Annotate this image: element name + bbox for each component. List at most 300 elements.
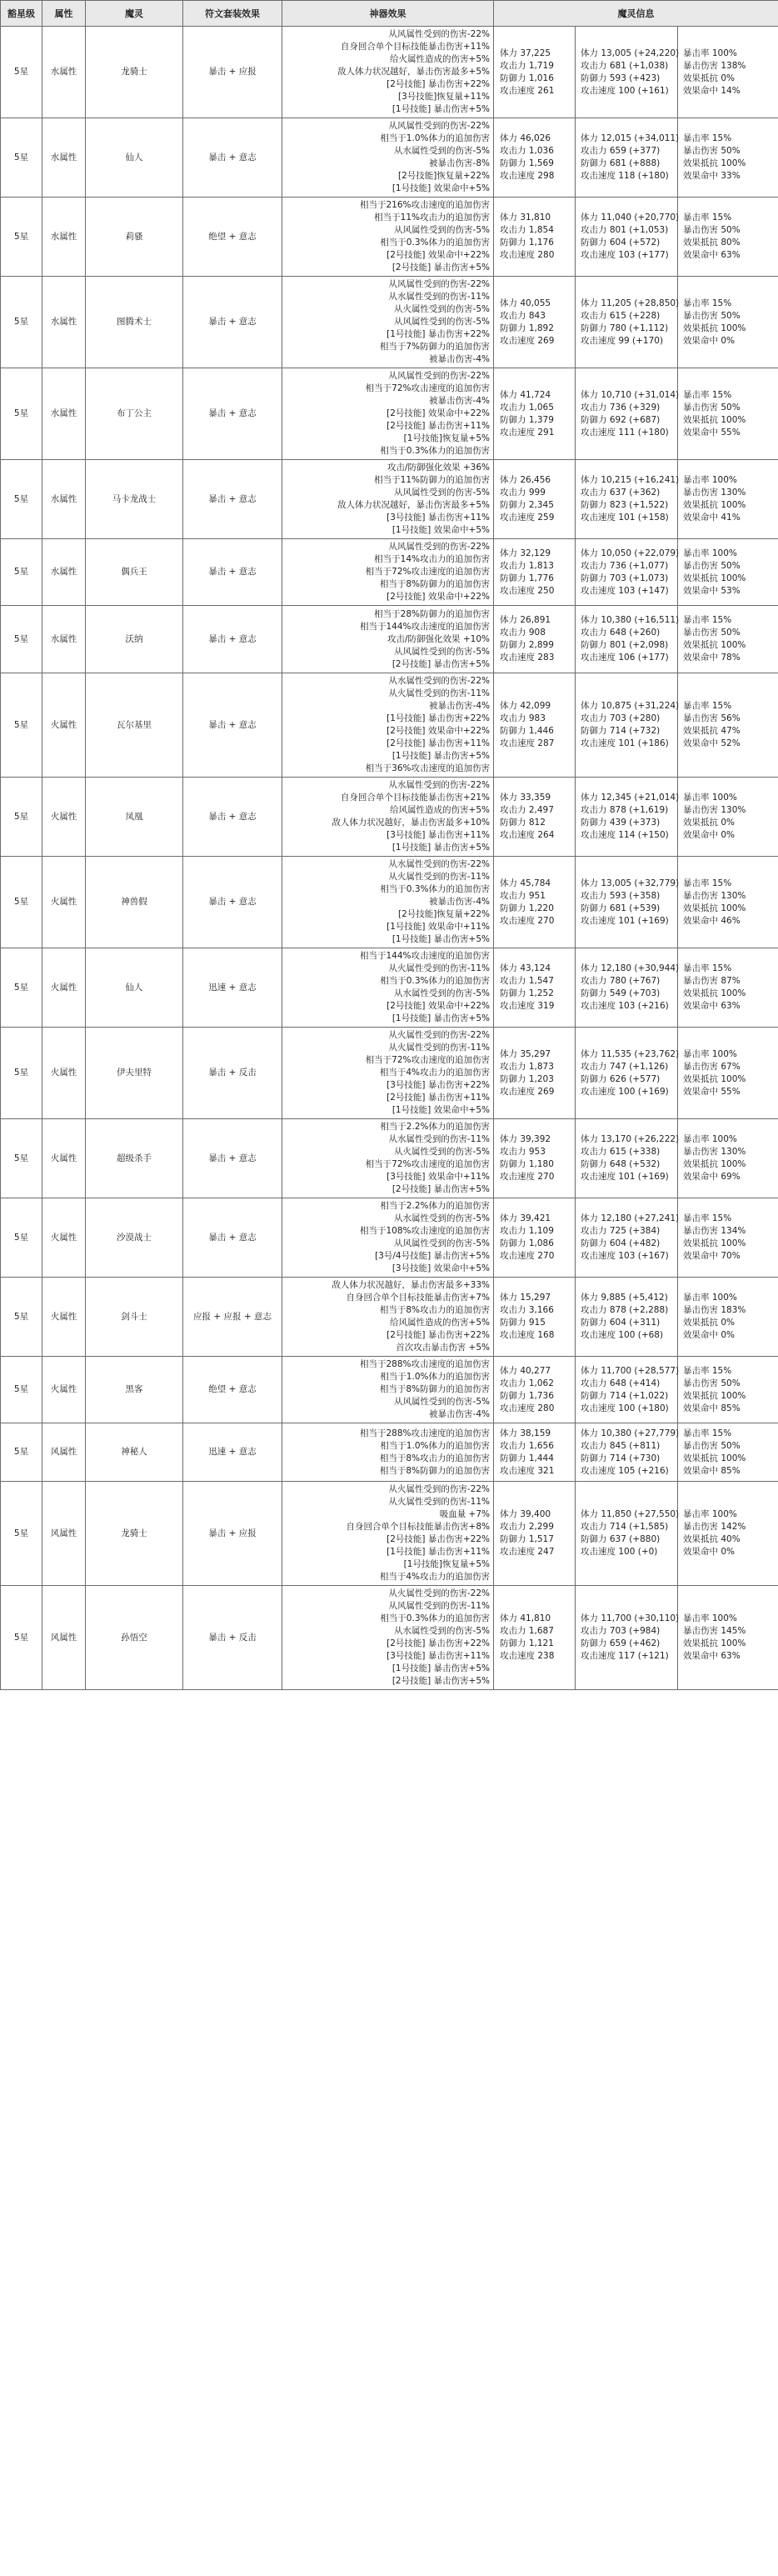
text-line: [2号技能] 暴击伤害+11% xyxy=(387,738,490,748)
text-line: 攻击速度 105 (+216) xyxy=(581,1465,669,1476)
text-line: [2号技能] 暴击伤害+11% xyxy=(387,1093,490,1103)
text-line: [1号技能] 暴击伤害+5% xyxy=(391,104,490,114)
text-line: 自身回合单个目标技能暴击伤害+8% xyxy=(346,1522,490,1532)
text-line: 相当于0.3%体力的追加伤害 xyxy=(380,238,490,248)
text-line: [3号技能] 效果命中+5% xyxy=(391,1263,490,1273)
text-line: 暴击伤害 50% xyxy=(683,628,741,638)
text-line: 攻击力 659 (+377) xyxy=(581,146,661,156)
rate-stats-cell xyxy=(678,460,778,539)
artifact-effects-cell xyxy=(282,118,494,198)
rune-set-cell: 暴击 + 意志 xyxy=(183,1119,282,1198)
attribute-cell: 风属性 xyxy=(42,1482,86,1586)
text-line: 攻击力 801 (+1,053) xyxy=(581,225,669,235)
text-line: 防御力 1,444 xyxy=(500,1453,554,1463)
attribute-cell: 火属性 xyxy=(42,948,86,1028)
table-row xyxy=(1,606,778,673)
rune-set-cell: 暴击 + 意志 xyxy=(183,606,282,673)
star-cell: 5星 xyxy=(1,1028,42,1119)
table-row xyxy=(1,673,778,778)
rune-set-cell: 暴击 + 反击 xyxy=(183,1028,282,1119)
text-line: 攻击速度 101 (+158) xyxy=(581,513,669,523)
monster-name-cell: 仙人 xyxy=(86,118,183,198)
base-stats-cell xyxy=(494,948,576,1028)
base-stats-cell xyxy=(494,778,576,857)
text-line: [2号技能] 效果命中+22% xyxy=(387,408,490,418)
monster-name-cell: 龙骑士 xyxy=(86,27,183,118)
text-line: 暴击伤害 67% xyxy=(683,1061,741,1072)
star-cell: 5星 xyxy=(1,1278,42,1357)
text-line: 暴击伤害 50% xyxy=(683,310,741,321)
text-line: 体力 42,099 xyxy=(500,701,551,711)
text-line: 效果命中 46% xyxy=(683,915,741,926)
text-line: 从水属性受到的伤害-5% xyxy=(394,1626,490,1636)
text-line: 防御力 1,517 xyxy=(500,1534,554,1544)
text-line: 效果命中 63% xyxy=(683,250,741,260)
attribute-cell: 水属性 xyxy=(42,606,86,673)
rune-set-cell: 暴击 + 意志 xyxy=(183,539,282,606)
detailed-stats-cell xyxy=(576,673,678,778)
rate-stats-cell xyxy=(678,277,778,368)
text-line: 防御力 1,379 xyxy=(500,414,554,425)
text-line: [3号技能]恢复量+11% xyxy=(397,92,490,102)
text-line: 攻击力 747 (+1,126) xyxy=(581,1061,669,1072)
detailed-stats-cell xyxy=(576,368,678,460)
attribute-cell: 风属性 xyxy=(42,1423,86,1482)
text-line: 防御力 648 (+532) xyxy=(581,1159,661,1169)
text-line: [2号技能] 暴击伤害+22% xyxy=(387,79,490,89)
text-line: 暴击率 15% xyxy=(683,1213,732,1223)
base-stats-cell xyxy=(494,1357,576,1423)
text-line: 防御力 637 (+880) xyxy=(581,1534,661,1544)
text-line: 效果命中 63% xyxy=(683,1001,741,1011)
text-line: 防御力 692 (+687) xyxy=(581,414,661,425)
text-line: 给火属性造成的伤害+5% xyxy=(390,54,490,64)
text-line: 防御力 812 xyxy=(500,818,546,828)
header-star: 豁星级 xyxy=(1,1,42,27)
text-line: 体力 40,055 xyxy=(500,298,551,308)
artifact-effects-cell xyxy=(282,1357,494,1423)
text-line: 防御力 659 (+462) xyxy=(581,1638,661,1648)
text-line: 体力 26,891 xyxy=(500,615,551,625)
text-line: 相当于0.3%体力的追加伤害 xyxy=(380,446,490,456)
text-line: 效果抵抗 100% xyxy=(683,323,746,333)
detailed-stats-cell xyxy=(576,198,678,277)
base-stats-cell xyxy=(494,198,576,277)
attribute-cell: 火属性 xyxy=(42,1028,86,1119)
star-cell: 5星 xyxy=(1,1357,42,1423)
text-line: 从火属性受到的伤害-11% xyxy=(388,1497,490,1507)
text-line: [2号技能] 效果命中+22% xyxy=(387,592,490,602)
monster-name-cell: 马卡龙战士 xyxy=(86,460,183,539)
monster-name-cell: 莉骚 xyxy=(86,198,183,277)
monster-name-cell: 图腾术士 xyxy=(86,277,183,368)
text-line: 攻击速度 117 (+121) xyxy=(581,1651,669,1661)
text-line: 相当于288%攻击速度的追加伤害 xyxy=(359,1359,490,1369)
text-line: 效果命中 41% xyxy=(683,513,741,523)
detailed-stats-cell xyxy=(576,948,678,1028)
text-line: 效果命中 63% xyxy=(683,1651,741,1661)
text-line: 体力 9,885 (+5,412) xyxy=(581,1293,668,1303)
rune-set-cell: 暴击 + 反击 xyxy=(183,1586,282,1690)
text-line: 暴击伤害 50% xyxy=(683,560,741,571)
text-line: 自身回合单个目标技能暴击伤害+21% xyxy=(340,793,490,803)
text-line: 暴击伤害 130% xyxy=(683,1147,746,1157)
detailed-stats-cell xyxy=(576,1119,678,1198)
detailed-stats-cell xyxy=(576,460,678,539)
text-line: 从火属性受到的伤害-11% xyxy=(388,872,490,882)
text-line: 暴击率 100% xyxy=(683,475,737,485)
text-line: 效果命中 55% xyxy=(683,1086,741,1097)
text-line: [1号技能] 效果命中+5% xyxy=(391,525,490,535)
text-line: 防御力 703 (+1,073) xyxy=(581,573,669,583)
monster-name-cell: 神秘人 xyxy=(86,1423,183,1482)
text-line: 相当于288%攻击速度的追加伤害 xyxy=(359,1428,490,1438)
text-line: 从火属性受到的伤害-11% xyxy=(388,963,490,973)
text-line: 相当于1.0%体力的追加伤害 xyxy=(380,1440,490,1451)
text-line: 被暴击伤害-4% xyxy=(429,701,490,711)
text-line: 相当于216%攻击速度的追加伤害 xyxy=(359,200,490,210)
base-stats-cell xyxy=(494,368,576,460)
monster-name-cell: 凤凰 xyxy=(86,778,183,857)
text-line: 暴击率 100% xyxy=(683,1293,737,1303)
attribute-cell: 火属性 xyxy=(42,857,86,948)
text-line: 被暴击伤害-4% xyxy=(429,354,490,364)
text-line: 从风属性受到的伤害-5% xyxy=(394,1238,490,1248)
text-line: 攻击速度 101 (+169) xyxy=(581,1172,669,1182)
text-line: 暴击伤害 138% xyxy=(683,60,746,71)
text-line: 攻击速度 269 xyxy=(500,1086,555,1097)
text-line: 效果命中 14% xyxy=(683,85,741,96)
text-line: 效果抵抗 80% xyxy=(683,238,741,248)
text-line: 效果抵抗 40% xyxy=(683,1534,741,1544)
text-line: 效果抵抗 0% xyxy=(683,1318,735,1328)
text-line: 攻击力 1,036 xyxy=(500,146,554,156)
text-line: 效果抵抗 47% xyxy=(683,726,741,736)
table-row xyxy=(1,948,778,1028)
rune-set-cell: 暴击 + 意志 xyxy=(183,277,282,368)
table-row xyxy=(1,778,778,857)
text-line: 体力 11,040 (+20,770) xyxy=(581,213,680,223)
text-line: 体力 35,297 xyxy=(500,1048,551,1059)
rate-stats-cell xyxy=(678,539,778,606)
detailed-stats-cell xyxy=(576,857,678,948)
text-line: [2号技能] 暴击伤害+5% xyxy=(391,1676,490,1686)
text-line: 相当于7%防御力的追加伤害 xyxy=(379,342,490,352)
text-line: 相当于4%攻击力的追加伤害 xyxy=(379,1068,490,1078)
text-line: 防御力 681 (+888) xyxy=(581,158,661,168)
text-line: 攻击速度 280 xyxy=(500,250,555,260)
table-row xyxy=(1,1028,778,1119)
text-line: 攻击力 878 (+1,619) xyxy=(581,805,669,815)
text-line: [1号技能]恢复量+5% xyxy=(403,1559,490,1569)
text-line: 暴击伤害 87% xyxy=(683,976,741,986)
rate-stats-cell xyxy=(678,1482,778,1586)
table-row xyxy=(1,1278,778,1357)
text-line: 效果命中 55% xyxy=(683,427,741,438)
rate-stats-cell xyxy=(678,1586,778,1690)
text-line: 从水属性受到的伤害-5% xyxy=(394,1213,490,1223)
text-line: 攻击速度 103 (+167) xyxy=(581,1251,669,1261)
text-line: 攻击力 637 (+362) xyxy=(581,488,661,498)
text-line: 攻击力 999 xyxy=(500,488,546,498)
text-line: 相当于4%攻击力的追加伤害 xyxy=(379,1572,490,1582)
text-line: 从水属性受到的伤害-22% xyxy=(388,859,490,869)
artifact-effects-cell xyxy=(282,198,494,277)
text-line: 体力 12,180 (+27,241) xyxy=(581,1213,680,1223)
text-line: 从风属性受到的伤害-11% xyxy=(388,1601,490,1611)
text-line: 防御力 626 (+577) xyxy=(581,1073,661,1084)
text-line: 相当于1.0%体力的追加伤害 xyxy=(380,133,490,143)
text-line: 从风属性受到的伤害-22% xyxy=(388,279,490,289)
text-line: [2号技能]恢复量+22% xyxy=(397,171,490,181)
monster-name-cell: 仙人 xyxy=(86,948,183,1028)
text-line: 从风属性受到的伤害-22% xyxy=(388,121,490,131)
text-line: 体力 39,421 xyxy=(500,1213,551,1223)
text-line: 防御力 604 (+482) xyxy=(581,1238,661,1248)
monster-name-cell: 沙漠战士 xyxy=(86,1198,183,1278)
text-line: 暴击伤害 130% xyxy=(683,488,746,498)
text-line: [1号技能]恢复量+5% xyxy=(403,433,490,443)
text-line: 从火属性受到的伤害-22% xyxy=(388,1030,490,1040)
text-line: 体力 15,297 xyxy=(500,1293,551,1303)
text-line: 效果命中 53% xyxy=(683,585,741,596)
star-cell: 5星 xyxy=(1,277,42,368)
rate-stats-cell xyxy=(678,948,778,1028)
star-cell: 5星 xyxy=(1,118,42,198)
text-line: 防御力 1,446 xyxy=(500,726,554,736)
text-line: 暴击率 100% xyxy=(683,793,737,803)
text-line: 相当于8%攻击力的追加伤害 xyxy=(379,1453,490,1463)
table-row xyxy=(1,1357,778,1423)
text-line: 暴击伤害 56% xyxy=(683,713,741,723)
text-line: 效果命中 85% xyxy=(683,1403,741,1413)
text-line: 暴击伤害 50% xyxy=(683,146,741,156)
rune-set-cell: 暴击 + 意志 xyxy=(183,118,282,198)
text-line: 防御力 780 (+1,112) xyxy=(581,323,669,333)
text-line: 效果抵抗 100% xyxy=(683,640,746,650)
text-line: 体力 10,050 (+22,079) xyxy=(581,548,680,558)
text-line: 敌人体力状况越好，暴击伤害最多+5% xyxy=(337,67,490,77)
table-row xyxy=(1,198,778,277)
text-line: 体力 41,810 xyxy=(500,1613,551,1623)
text-line: 防御力 1,016 xyxy=(500,73,554,83)
text-line: 暴击率 15% xyxy=(683,1428,732,1438)
artifact-effects-cell xyxy=(282,1028,494,1119)
base-stats-cell xyxy=(494,673,576,778)
text-line: 效果命中 85% xyxy=(683,1465,741,1476)
star-cell: 5星 xyxy=(1,460,42,539)
text-line: 暴击率 15% xyxy=(683,701,732,711)
text-line: 暴击率 15% xyxy=(683,213,732,223)
text-line: 暴击率 100% xyxy=(683,1048,737,1059)
base-stats-cell xyxy=(494,277,576,368)
text-line: 攻击速度 103 (+177) xyxy=(581,250,669,260)
artifact-effects-cell xyxy=(282,606,494,673)
text-line: 被暴击伤害-4% xyxy=(429,396,490,406)
text-line: 相当于11%攻击力的追加伤害 xyxy=(374,213,490,223)
text-line: 从火属性受到的伤害-11% xyxy=(388,1043,490,1053)
text-line: 防御力 1,736 xyxy=(500,1390,554,1401)
text-line: 暴击率 100% xyxy=(683,1613,737,1623)
text-line: 暴击伤害 50% xyxy=(683,225,741,235)
header-row xyxy=(1,1,778,27)
text-line: 防御力 1,180 xyxy=(500,1159,554,1169)
text-line: 暴击伤害 145% xyxy=(683,1626,746,1636)
text-line: [3号技能] 暴击伤害+22% xyxy=(387,1080,490,1090)
attribute-cell: 火属性 xyxy=(42,1119,86,1198)
text-line: 从火属性受到的伤害-22% xyxy=(388,1588,490,1598)
text-line: 暴击伤害 50% xyxy=(683,1440,741,1451)
monster-name-cell: 神兽假 xyxy=(86,857,183,948)
text-line: 攻击速度 118 (+180) xyxy=(581,171,669,181)
text-line: 效果抵抗 0% xyxy=(683,818,735,828)
text-line: [2号技能] 暴击伤害+5% xyxy=(391,658,490,669)
text-line: 暴击率 100% xyxy=(683,1509,737,1519)
text-line: [2号技能] 暴击伤害+22% xyxy=(387,1638,490,1648)
text-line: 攻击速度 250 xyxy=(500,585,555,596)
text-line: 暴击伤害 183% xyxy=(683,1305,746,1315)
table-row xyxy=(1,27,778,118)
text-line: 效果抵抗 100% xyxy=(683,158,746,168)
text-line: 攻击速度 291 xyxy=(500,427,555,438)
text-line: 攻击力 648 (+260) xyxy=(581,628,661,638)
text-line: [2号技能]恢复量+22% xyxy=(397,909,490,919)
monster-name-cell: 剑斗士 xyxy=(86,1278,183,1357)
text-line: 攻击力 878 (+2,288) xyxy=(581,1305,669,1315)
base-stats-cell xyxy=(494,539,576,606)
star-cell: 5星 xyxy=(1,1119,42,1198)
text-line: 攻击速度 287 xyxy=(500,738,555,748)
text-line: 体力 12,345 (+21,014) xyxy=(581,793,680,803)
text-line: 从水属性受到的伤害-22% xyxy=(388,780,490,790)
text-line: 防御力 1,892 xyxy=(500,323,554,333)
artifact-effects-cell xyxy=(282,1586,494,1690)
table-row xyxy=(1,1482,778,1586)
text-line: [2号技能] 暴击伤害+5% xyxy=(391,1184,490,1194)
text-line: 被暴击伤害-4% xyxy=(429,897,490,907)
rune-set-cell: 暴击 + 意志 xyxy=(183,1198,282,1278)
text-line: 从风属性受到的伤害-5% xyxy=(394,646,490,657)
text-line: 效果命中 52% xyxy=(683,738,741,748)
attribute-cell: 风属性 xyxy=(42,1586,86,1690)
text-line: 体力 13,170 (+26,222) xyxy=(581,1134,680,1144)
text-line: [1号技能] 暴击伤害+5% xyxy=(391,1663,490,1673)
text-line: 防御力 439 (+373) xyxy=(581,818,661,828)
text-line: 体力 39,392 xyxy=(500,1134,551,1144)
text-line: 攻击速度 321 xyxy=(500,1465,555,1476)
text-line: [1号技能] 效果命中+5% xyxy=(391,1105,490,1115)
text-line: 防御力 1,176 xyxy=(500,238,554,248)
text-line: 暴击率 100% xyxy=(683,48,737,58)
text-line: 相当于2.2%体力的追加伤害 xyxy=(380,1201,490,1211)
detailed-stats-cell xyxy=(576,1423,678,1482)
text-line: 攻击速度 269 xyxy=(500,335,555,346)
text-line: 防御力 549 (+703) xyxy=(581,988,661,998)
text-line: 攻击力 2,497 xyxy=(500,805,554,815)
text-line: 体力 37,225 xyxy=(500,48,551,58)
text-line: [2号技能] 暴击伤害+22% xyxy=(387,1330,490,1340)
text-line: 相当于0.3%体力的追加伤害 xyxy=(380,884,490,894)
text-line: 攻击速度 283 xyxy=(500,653,555,663)
text-line: [2号技能] 暴击伤害+11% xyxy=(387,421,490,431)
text-line: 攻击速度 114 (+150) xyxy=(581,830,669,840)
text-line: 防御力 1,569 xyxy=(500,158,554,168)
rune-set-cell: 暴击 + 应报 xyxy=(183,27,282,118)
text-line: 体力 43,124 xyxy=(500,963,551,973)
rate-stats-cell xyxy=(678,778,778,857)
monster-name-cell: 偶兵王 xyxy=(86,539,183,606)
monster-name-cell: 瓦尔基里 xyxy=(86,673,183,778)
base-stats-cell xyxy=(494,1278,576,1357)
text-line: 相当于8%防御力的追加伤害 xyxy=(379,579,490,589)
detailed-stats-cell xyxy=(576,778,678,857)
text-line: 攻击力 1,547 xyxy=(500,976,554,986)
text-line: 相当于144%攻击速度的追加伤害 xyxy=(359,621,490,632)
artifact-effects-cell xyxy=(282,368,494,460)
star-cell: 5星 xyxy=(1,27,42,118)
text-line: 效果抵抗 100% xyxy=(683,573,746,583)
base-stats-cell xyxy=(494,1119,576,1198)
rune-set-cell: 应报 + 应报 + 意志 xyxy=(183,1278,282,1357)
text-line: 效果抵抗 100% xyxy=(683,988,746,998)
text-line: 攻击力 615 (+338) xyxy=(581,1147,661,1157)
text-line: 防御力 714 (+730) xyxy=(581,1453,661,1463)
star-cell: 5星 xyxy=(1,857,42,948)
rune-set-cell: 暴击 + 意志 xyxy=(183,368,282,460)
text-line: 效果命中 0% xyxy=(683,1547,735,1557)
text-line: 攻击力 2,299 xyxy=(500,1522,554,1532)
detailed-stats-cell xyxy=(576,1278,678,1357)
text-line: 体力 39,400 xyxy=(500,1509,551,1519)
artifact-effects-cell xyxy=(282,1423,494,1482)
text-line: 从水属性受到的伤害-5% xyxy=(394,146,490,156)
text-line: 攻击力 1,687 xyxy=(500,1626,554,1636)
text-line: 体力 12,180 (+30,944) xyxy=(581,963,680,973)
text-line: 从火属性受到的伤害-22% xyxy=(388,1484,490,1494)
rune-set-cell: 暴击 + 意志 xyxy=(183,673,282,778)
text-line: 攻击力 1,656 xyxy=(500,1440,554,1451)
text-line: 从火属性受到的伤害-11% xyxy=(388,688,490,698)
text-line: 体力 12,015 (+34,011) xyxy=(581,133,680,143)
text-line: 攻击力 843 xyxy=(500,310,546,321)
text-line: 体力 33,359 xyxy=(500,793,551,803)
text-line: 防御力 681 (+539) xyxy=(581,903,661,913)
text-line: 敌人体力状况越好，暴击伤害最多+10% xyxy=(332,818,490,828)
text-line: 防御力 1,776 xyxy=(500,573,554,583)
star-cell: 5星 xyxy=(1,198,42,277)
text-line: 相当于72%攻击速度的追加伤害 xyxy=(365,383,490,393)
text-line: 暴击率 15% xyxy=(683,615,732,625)
text-line: [1号技能] 暴击伤害+5% xyxy=(391,843,490,853)
text-line: 防御力 1,203 xyxy=(500,1073,554,1084)
text-line: 相当于0.3%体力的追加伤害 xyxy=(380,1613,490,1623)
text-line: 相当于144%攻击速度的追加伤害 xyxy=(359,951,490,961)
star-cell: 5星 xyxy=(1,1198,42,1278)
text-line: 效果命中 69% xyxy=(683,1172,741,1182)
text-line: 防御力 915 xyxy=(500,1318,546,1328)
base-stats-cell xyxy=(494,1198,576,1278)
text-line: 防御力 604 (+311) xyxy=(581,1318,661,1328)
text-line: [3号技能] 暴击伤害+11% xyxy=(387,1651,490,1661)
text-line: 相当于28%防御力的追加伤害 xyxy=(374,608,490,619)
text-line: 相当于1.0%体力的追加伤害 xyxy=(380,1372,490,1382)
text-line: 攻击速度 111 (+180) xyxy=(581,427,669,438)
text-line: 暴击伤害 134% xyxy=(683,1226,746,1236)
artifact-effects-cell xyxy=(282,1482,494,1586)
star-cell: 5星 xyxy=(1,778,42,857)
artifact-effects-cell xyxy=(282,1278,494,1357)
text-line: [2号技能] 效果命中+22% xyxy=(387,1001,490,1011)
